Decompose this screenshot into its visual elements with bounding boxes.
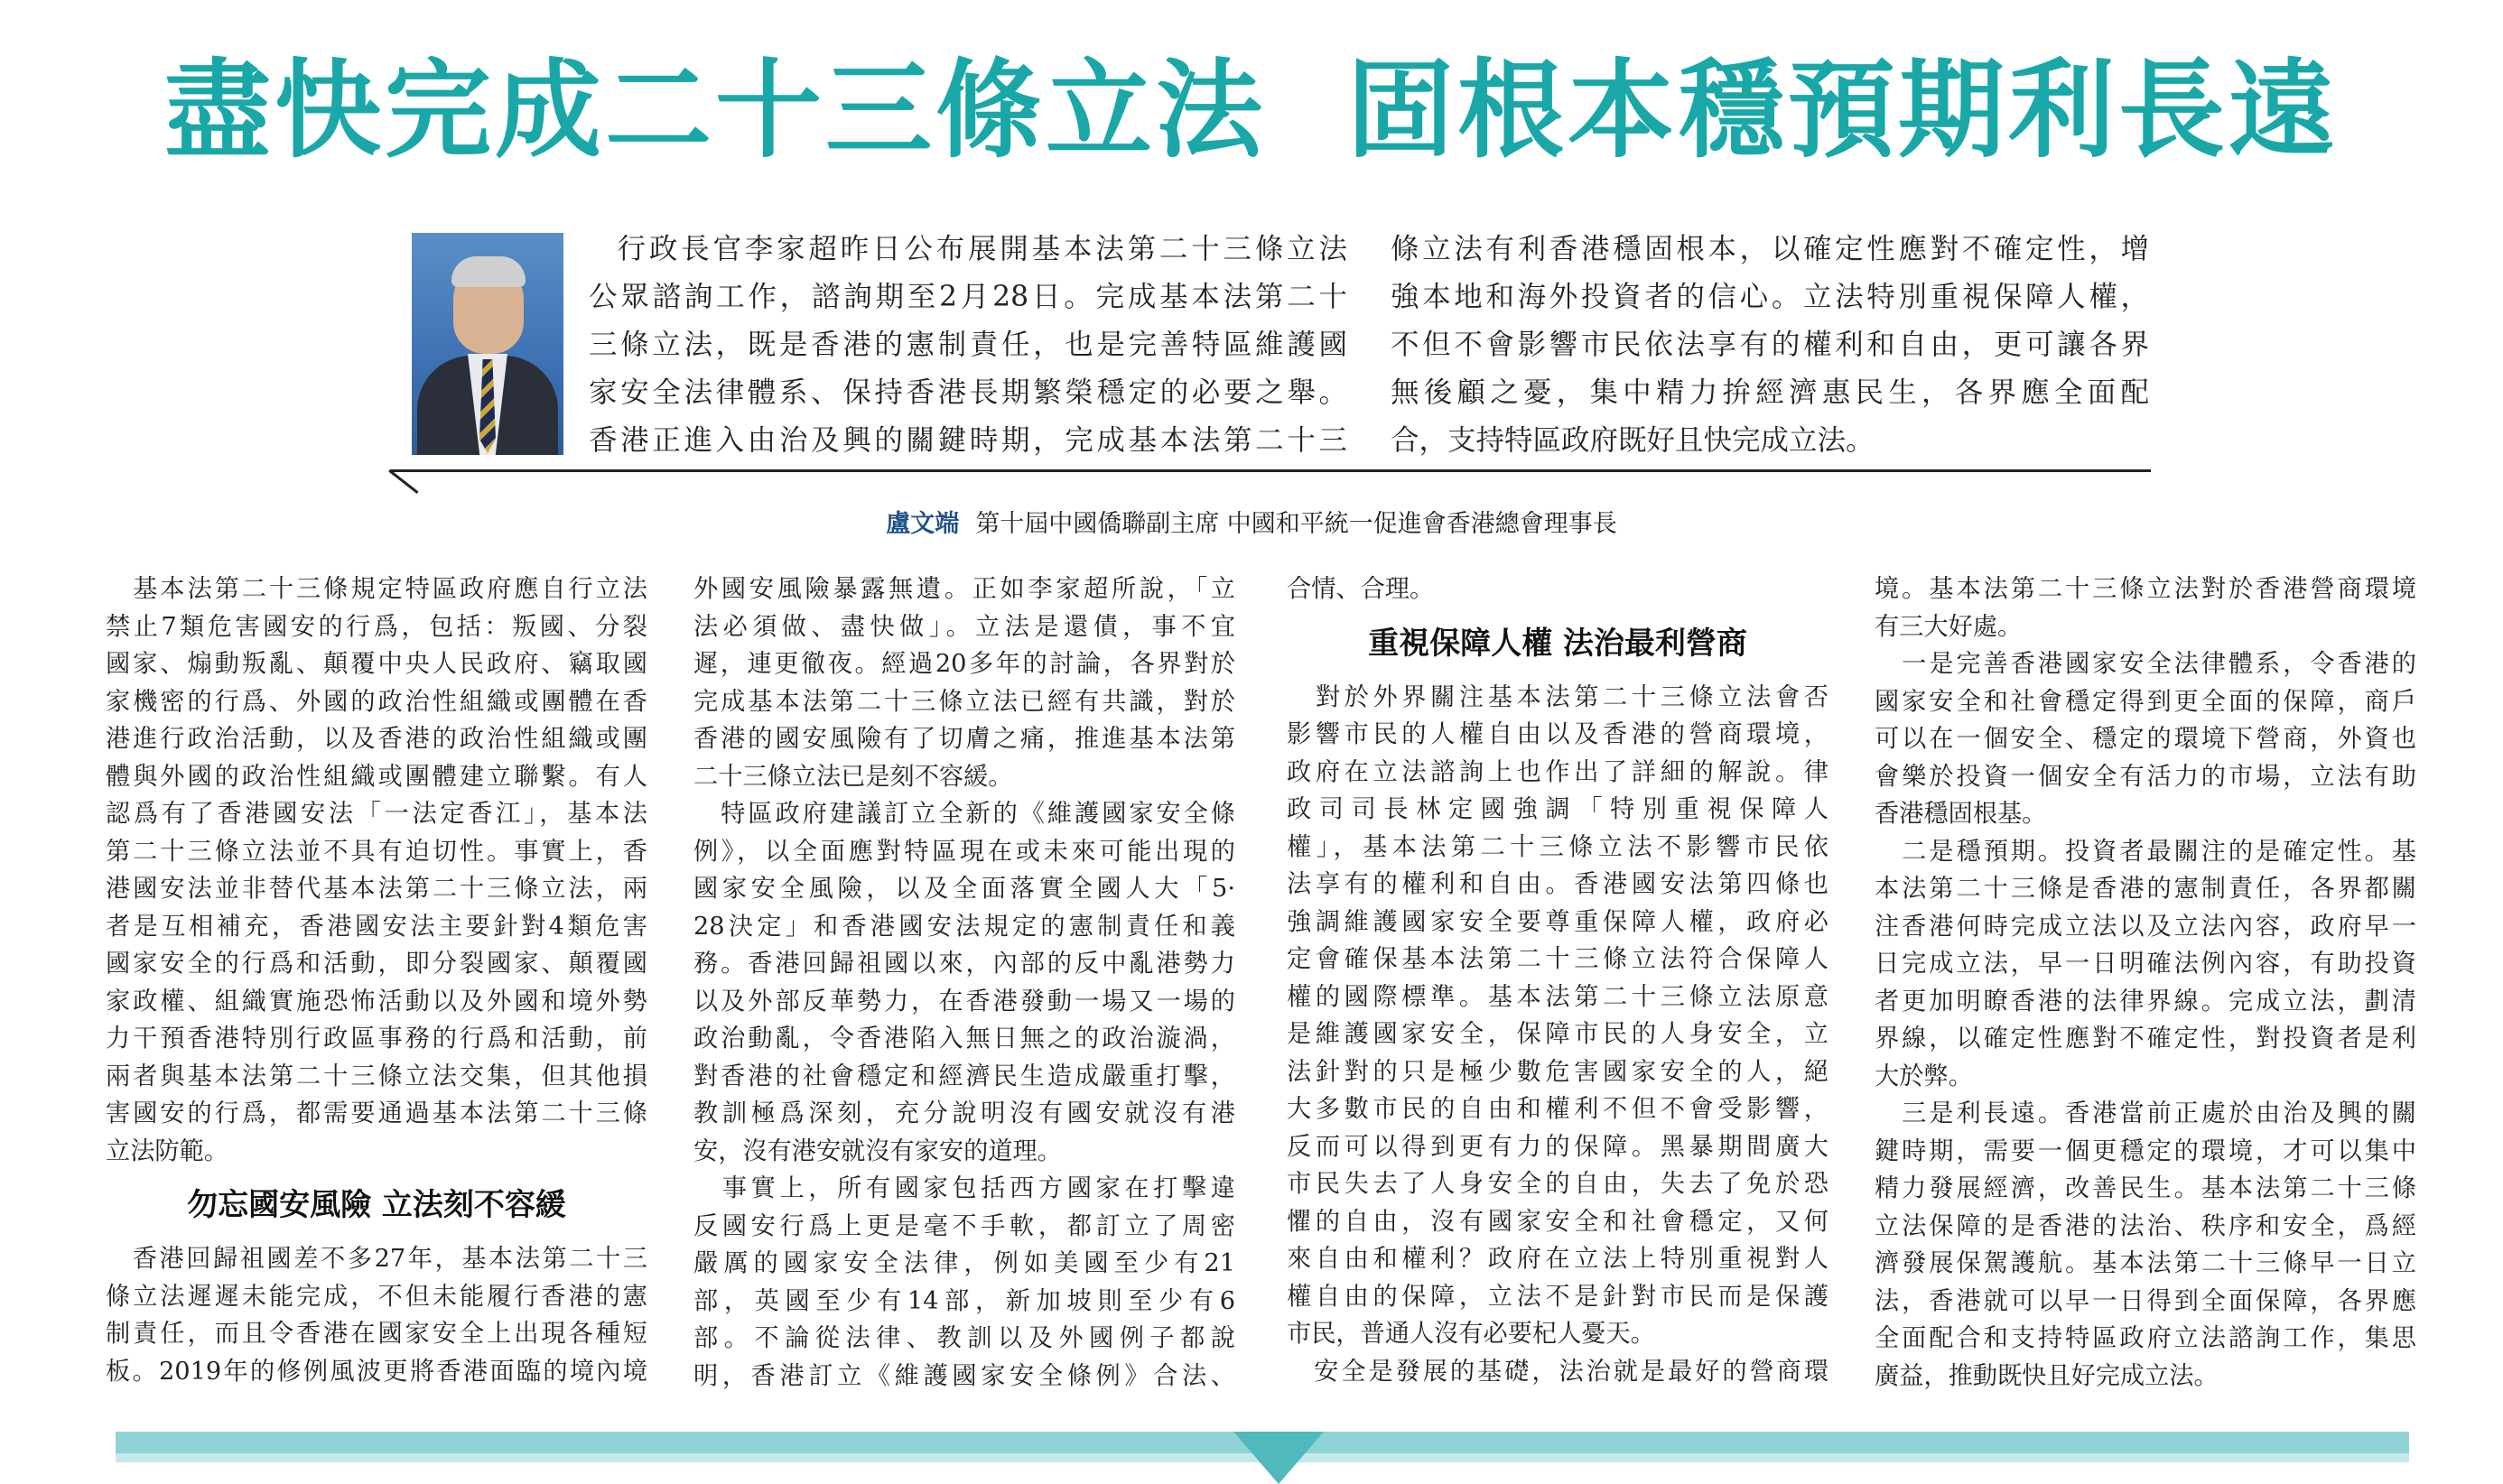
lead-line: 家安全法律體系、保持香港長期繁榮穩定的必要之舉。 <box>589 376 1347 409</box>
headline-part-2: 固根本穩預期利長遠 <box>1347 48 2340 172</box>
body-text-line: 外國安風險暴露無遺。正如李家超所說，「立 <box>693 575 1235 603</box>
body-text-line: 一是完善香港國家安全法律體系，令香港的 <box>1875 650 2416 678</box>
section-subheading: 重視保障人權 法治最利營商 <box>1368 625 1747 662</box>
author-title: 第十屆中國僑聯副主席 中國和平統一促進會香港總會理事長 <box>975 510 1617 538</box>
body-text-line: 嚴厲的國家安全法律，例如美國至少有21 <box>693 1249 1235 1277</box>
body-text-line: 來自由和權利？政府在立法上特別重視對人 <box>1287 1245 1828 1273</box>
body-text-line: 部，英國至少有14部，新加坡則至少有6 <box>693 1286 1235 1315</box>
body-text-line: 全面配合和支持特區政府立法諮詢工作，集思 <box>1875 1324 2416 1352</box>
body-text-line: 鍵時期，需要一個更穩定的環境，才可以集中 <box>1875 1136 2416 1165</box>
body-text-line: 板。2019年的修例風波更將香港面臨的境內境 <box>106 1357 647 1386</box>
body-text-line: 政司司長林定國強調「特別重視保障人 <box>1287 795 1828 823</box>
body-text-line: 政府在立法諮詢上也作出了詳細的解說。律 <box>1287 757 1828 786</box>
footer-chevron <box>1233 1432 1324 1484</box>
byline <box>0 504 2503 539</box>
body-text-line: 務。香港回歸祖國以來，內部的反中亂港勢力 <box>693 950 1235 978</box>
body-text-line: 安，沒有港安就沒有家安的道理。 <box>693 1136 1062 1165</box>
body-text-line: 合情、合理。 <box>1287 575 1435 603</box>
body-text-line: 定會確保基本法第二十三條立法符合保障人 <box>1287 945 1828 973</box>
body-text-line: 國家安全的行爲和活動，即分裂國家、顛覆國 <box>106 950 647 978</box>
body-text-line: 反而可以得到更有力的保障。黑暴期間廣大 <box>1287 1132 1828 1161</box>
body-text-line: 第二十三條立法並不具有迫切性。事實上，香 <box>106 837 647 866</box>
body-text-line: 特區政府建議訂立全新的《維護國家安全條 <box>693 800 1235 828</box>
body-text-line: 國家、煽動叛亂、顛覆中央人民政府、竊取國 <box>106 650 647 678</box>
body-text-line: 條立法遲遲未能完成，不但未能履行香港的憲 <box>106 1282 647 1311</box>
body-text-line: 港進行政治活動，以及香港的政治性組織或團 <box>106 725 647 753</box>
body-text-line: 廣益，推動既快且好完成立法。 <box>1875 1361 2219 1390</box>
body-text-line: 懼的自由，沒有國家安全和社會穩定，又何 <box>1287 1207 1828 1236</box>
author-photo <box>412 233 563 455</box>
body-text-line: 影響市民的人權自由以及香港的營商環境， <box>1287 720 1828 748</box>
body-text-line: 是維護國家安全，保障市民的人身安全，立 <box>1287 1020 1828 1048</box>
body-text-line: 強調維護國家安全要尊重保障人權，政府必 <box>1287 907 1828 936</box>
body-column-3 <box>1287 570 1828 1390</box>
body-text-line: 立法保障的是香港的法治、秩序和安全，爲經 <box>1875 1211 2416 1240</box>
body-text-line: 對香港的社會穩定和經濟民生造成嚴重打擊， <box>693 1062 1235 1090</box>
lead-line: 行政長官李家超昨日公布展開基本法第二十三條立法 <box>617 233 1347 265</box>
body-text-line: 政治動亂，令香港陷入無日無之的政治漩渦， <box>693 1025 1235 1053</box>
body-text-line: 遲，連更徹夜。經過20多年的討論，各界對於 <box>693 650 1235 678</box>
body-text-line: 完成基本法第二十三條立法已經有共識，對於 <box>693 687 1235 716</box>
body-text-line: 基本法第二十三條規定特區政府應自行立法 <box>106 575 647 603</box>
body-text-line: 教訓極爲深刻，充分說明沒有國安就沒有港 <box>693 1099 1235 1127</box>
lead-paragraph-right <box>1391 226 2149 465</box>
body-text-line: 禁止7類危害國安的行爲，包括：叛國、分裂 <box>106 612 647 641</box>
body-text-line: 二十三條立法已是刻不容緩。 <box>693 762 1013 791</box>
body-text-line: 家機密的行爲、外國的政治性組織或團體在香 <box>106 687 647 716</box>
body-text-line: 安全是發展的基礎，法治就是最好的營商環 <box>1287 1357 1828 1386</box>
body-text-line: 有三大好處。 <box>1875 612 2023 641</box>
body-text-line: 者是互相補充，香港國安法主要針對4類危害 <box>106 912 647 941</box>
headline-part-1: 盡快完成二十三條立法 <box>163 48 1266 172</box>
body-text-line: 大於弊。 <box>1875 1062 1973 1090</box>
body-text-line: 市民，普通人沒有必要杞人憂天。 <box>1287 1320 1655 1348</box>
body-text-line: 明，香港訂立《維護國家安全條例》合法、 <box>693 1361 1235 1390</box>
lead-line: 合，支持特區政府既好且快完成立法。 <box>1391 424 1875 457</box>
body-text-line: 港國安法並非替代基本法第二十三條立法，兩 <box>106 875 647 903</box>
body-text-line: 反國安行爲上更是毫不手軟，都訂立了周密 <box>693 1211 1235 1240</box>
body-text-line: 濟發展保駕護航。基本法第二十三條早一日立 <box>1875 1249 2416 1277</box>
body-text-line: 界線，以確定性應對不確定性，對投資者是利 <box>1875 1025 2416 1053</box>
body-text-line: 會樂於投資一個安全有活力的市場，立法有助 <box>1875 762 2416 791</box>
headline <box>0 47 2503 173</box>
lead-line: 三條立法，既是香港的憲制責任，也是完善特區維護國 <box>589 329 1347 361</box>
body-text-line: 權自由的保障，立法不是針對市民而是保護 <box>1287 1282 1828 1311</box>
body-text-line: 力干預香港特別行政區事務的行爲和活動，前 <box>106 1025 647 1053</box>
body-text-line: 例》，以全面應對特區現在或未來可能出現的 <box>693 837 1235 866</box>
body-text-line: 精力發展經濟，改善民生。基本法第二十三條 <box>1875 1174 2416 1202</box>
body-text-line: 國家安全和社會穩定得到更全面的保障，商戶 <box>1875 687 2416 716</box>
body-text-line: 認爲有了香港國安法「一法定香江」，基本法 <box>106 800 647 828</box>
lead-line: 強本地和海外投資者的信心。立法特別重視保障人權， <box>1391 281 2149 313</box>
body-column-4 <box>1875 570 2416 1395</box>
body-text-line: 害國安的行爲，都需要通過基本法第二十三條 <box>106 1099 647 1127</box>
body-text-line: 28決定」和香港國安法規定的憲制責任和義 <box>693 912 1235 941</box>
body-text-line: 家政權、組織實施恐怖活動以及外國和境外勢 <box>106 987 647 1016</box>
body-text-line: 法享有的權利和自由。香港國安法第四條也 <box>1287 870 1828 898</box>
body-text-line: 部。不論從法律、教訓以及外國例子都說 <box>693 1324 1235 1352</box>
body-text-line: 國家安全風險，以及全面落實全國人大「5· <box>693 875 1235 903</box>
lead-divider-corner <box>388 469 418 494</box>
body-text-line: 法針對的只是極少數危害國家安全的人，絕 <box>1287 1057 1828 1086</box>
body-text-line: 日完成立法，早一日明確法例內容，有助投資 <box>1875 950 2416 978</box>
body-text-line: 香港回歸祖國差不多27年，基本法第二十三 <box>106 1245 647 1273</box>
body-text-line: 二是穩預期。投資者最關注的是確定性。基 <box>1875 837 2416 866</box>
lead-line: 條立法有利香港穩固根本，以確定性應對不確定性，增 <box>1391 233 2149 265</box>
lead-line: 香港正進入由治及興的關鍵時期，完成基本法第二十三 <box>589 424 1347 457</box>
body-column-2 <box>693 570 1235 1395</box>
lead-paragraph-left <box>589 226 1347 465</box>
body-text-line: 法，香港就可以早一日得到全面保障，各界應 <box>1875 1286 2416 1315</box>
lead-line: 無後顧之憂，集中精力拚經濟惠民生，各界應全面配 <box>1391 376 2149 409</box>
body-text-line: 以及外部反華勢力，在香港發動一場又一場的 <box>693 987 1235 1016</box>
body-text-line: 三是利長遠。香港當前正處於由治及興的關 <box>1875 1099 2416 1127</box>
body-text-line: 市民失去了人身安全的自由，失去了免於恐 <box>1287 1170 1828 1198</box>
body-text-line: 兩者與基本法第二十三條立法交集，但其他損 <box>106 1062 647 1090</box>
body-text-line: 權的國際標準。基本法第二十三條立法原意 <box>1287 982 1828 1011</box>
body-text-line: 體與外國的政治性組織或團體建立聯繫。有人 <box>106 762 647 791</box>
section-subheading: 勿忘國安風險 立法刻不容緩 <box>187 1187 566 1223</box>
lead-line: 不但不會影響市民依法享有的權利和自由，更可讓各界 <box>1391 329 2149 361</box>
body-text-line: 對於外界關注基本法第二十三條立法會否 <box>1287 682 1828 711</box>
body-text-line: 可以在一個安全、穩定的環境下營商，外資也 <box>1875 725 2416 753</box>
body-text-line: 法必須做、盡快做」。立法是還債，事不宜 <box>693 612 1235 641</box>
body-text-line: 香港的國安風險有了切膚之痛，推進基本法第 <box>693 725 1235 753</box>
lead-line: 公眾諮詢工作，諮詢期至2月28日。完成基本法第二十 <box>589 281 1347 313</box>
body-text-line: 事實上，所有國家包括西方國家在打擊違 <box>693 1174 1235 1202</box>
author-name: 盧文端 <box>886 510 960 538</box>
body-text-line: 大多數市民的自由和權利不但不會受影響， <box>1287 1095 1828 1123</box>
lead-divider <box>390 469 2151 472</box>
body-text-line: 境。基本法第二十三條立法對於香港營商環境 <box>1875 575 2416 603</box>
body-text-line: 香港穩固根基。 <box>1875 800 2047 828</box>
body-text-line: 制責任，而且令香港在國家安全上出現各種短 <box>106 1320 647 1348</box>
body-text-line: 注香港何時完成立法以及立法內容，政府早一 <box>1875 912 2416 941</box>
body-text-line: 者更加明瞭香港的法律界線。完成立法，劃清 <box>1875 987 2416 1016</box>
body-text-line: 本法第二十三條是香港的憲制責任，各界都關 <box>1875 875 2416 903</box>
body-text-line: 權」，基本法第二十三條立法不影響市民依 <box>1287 832 1828 861</box>
body-text-line: 立法防範。 <box>106 1136 228 1165</box>
body-column-1 <box>106 570 647 1390</box>
